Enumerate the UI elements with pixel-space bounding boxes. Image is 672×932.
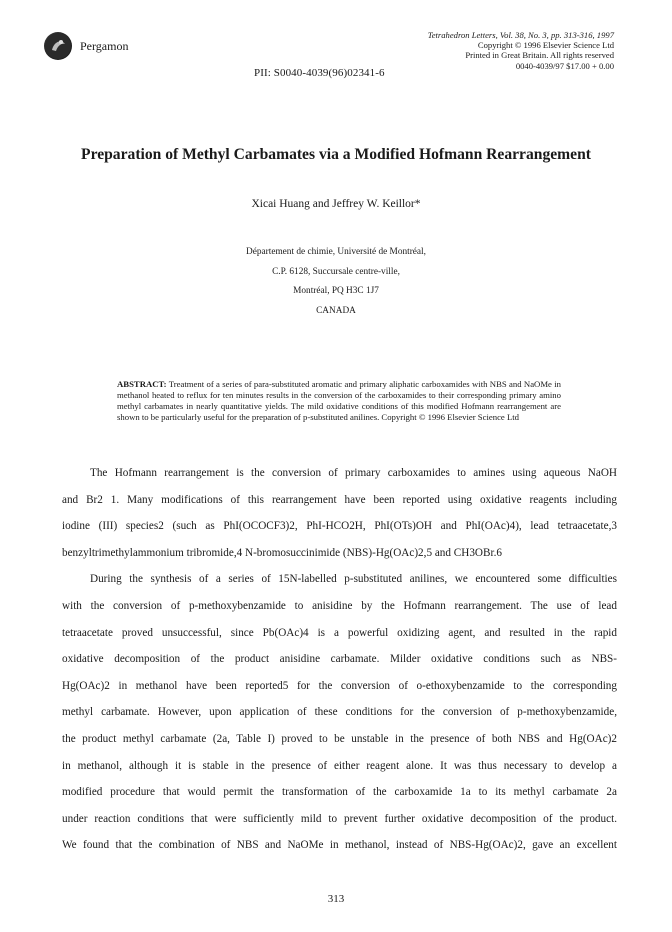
body-line: During the synthesis of a series of 15N-labelled p-substituted anilines, we encountered some difficulties (90, 573, 617, 586)
pii-identifier: PII: S0040-4039(96)02341-6 (254, 67, 385, 79)
affiliation-line: Département de chimie, Université de Montréal, (246, 247, 426, 257)
body-text (62, 460, 617, 859)
body-line: and Br2 1. Many modifications of this rearrangement have been reported using oxidative reagents including (62, 493, 617, 506)
journal-citation: Tetrahedron Letters, Vol. 38, No. 3, pp. 313-316, 1997 (427, 30, 614, 40)
publisher-logo-icon (44, 32, 72, 60)
body-line: iodine (III) species2 (such as PhI(OCOCF3)2, PhI-HCO2H, PhI(OTs)OH and PhI(OAc)4), lead tetraacetate,3 (62, 520, 617, 533)
body-line: tetraacetate proved unsuccessful, since Pb(OAc)4 is a powerful oxidizing agent, and resulted in the rapid (62, 626, 617, 639)
body-line: in methanol, although it is stable in the presence of either reagent alone. It was thus necessary to develop a (62, 759, 617, 772)
printed-line: Printed in Great Britain. All rights reserved (465, 50, 614, 61)
abstract (117, 379, 561, 423)
affiliation-line: Montréal, PQ H3C 1J7 (293, 286, 379, 296)
body-line: modified procedure that would permit the transformation of the carboxamide 1a to its methyl carbamate 2a (62, 786, 617, 799)
price-line: 0040-4039/97 $17.00 + 0.00 (515, 60, 614, 71)
body-line: benzyltrimethylammonium tribromide,4 N-bromosuccinimide (NBS)-Hg(OAc)2,5 and CH3OBr.6 (62, 546, 502, 559)
body-line: the product methyl carbamate (2a, Table I) proved to be unstable in the presence of both NBS and Hg(OAc)2 (62, 732, 617, 745)
page-number: 313 (327, 893, 345, 905)
affiliation-line: CANADA (316, 305, 356, 316)
copyright-line: Copyright © 1996 Elsevier Science Ltd (477, 40, 614, 51)
body-line: Hg(OAc)2 in methanol have been reported5 for the conversion of o-ethoxybenzamide to the corresponding (62, 679, 617, 692)
affiliation (0, 243, 672, 321)
affiliation-line: C.P. 6128, Succursale centre-ville, (272, 266, 400, 277)
body-line: under reaction conditions that were sufficiently mild to prevent further oxidative decomposition of the product. (62, 812, 617, 825)
abstract-text: Treatment of a series of para-substituted aromatic and primary aliphatic carboxamides with NBS and NaOMe in methanol heated to reflux for ten minutes results in the conversion of the carboxamides to their corresponding primary amino methyl carbamates in nearly quantitative yields. The mild oxidative conditions of this modified Hofmann rearrangement are shown to be particularly useful for the preparation of p-substituted anilines. Copyright © 1996 Elsevier Science Ltd (117, 379, 561, 423)
body-line: methyl carbamate. However, upon application of these conditions for the conversion of p-methoxybenzamide, (62, 706, 617, 719)
article-title: Preparation of Methyl Carbamates via a Modified Hofmann Rearrangement (81, 146, 591, 163)
body-line: We found that the combination of NBS and NaOMe in methanol, instead of NBS-Hg(OAc)2, gave an excellent (62, 839, 617, 852)
body-line: oxidative decomposition of the product anisidine carbamate. Milder oxidative conditions such as NBS- (62, 653, 617, 666)
publisher-name: Pergamon (80, 39, 129, 53)
journal-info (428, 30, 614, 71)
body-line: The Hofmann rearrangement is the conversion of primary carboxamides to amines using aqueous NaOH (90, 467, 617, 479)
body-line: with the conversion of p-methoxybenzamide to anisidine by the Hofmann rearrangement. The use of lead (62, 599, 617, 612)
article-authors: Xicai Huang and Jeffrey W. Keillor* (251, 198, 421, 210)
abstract-label: ABSTRACT: (117, 379, 167, 389)
